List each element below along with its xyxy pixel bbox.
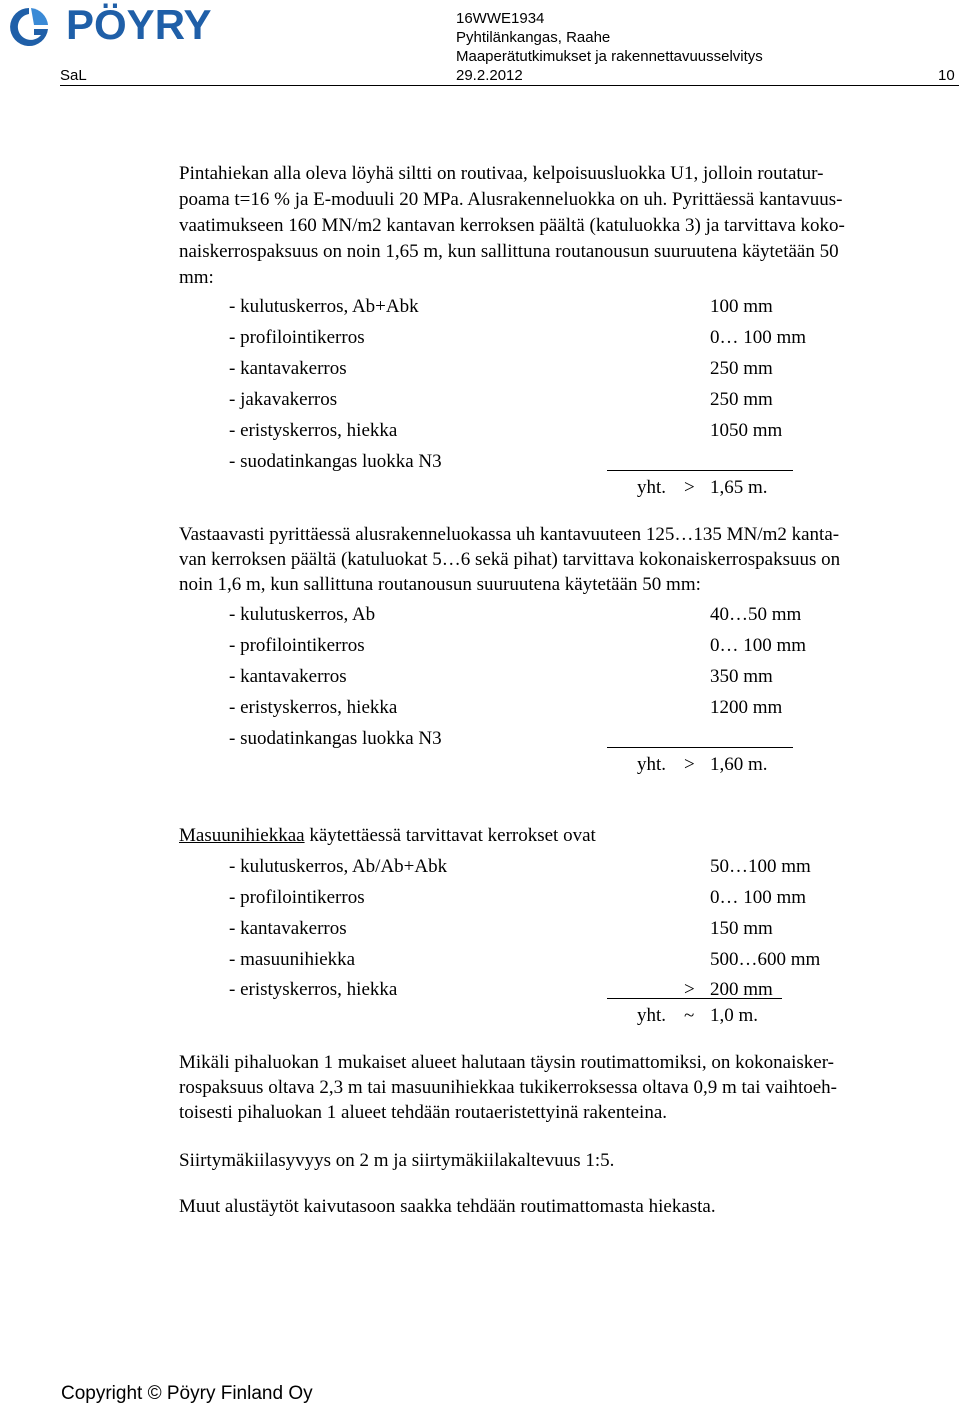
header-divider xyxy=(60,85,959,86)
layer-label: - jakavakerros xyxy=(229,389,338,410)
sum-rule xyxy=(607,747,793,748)
layer-value: 250 mm xyxy=(710,358,773,379)
layer-value: 1050 mm xyxy=(710,420,783,441)
para3-rest: käytettäessä tarvittavat kerrokset ovat xyxy=(304,825,596,846)
footer-copyright: Copyright © Pöyry Finland Oy xyxy=(61,1383,313,1404)
intro-line: naiskerrospaksuus on noin 1,65 m, kun sallittuna routanousun suuruutena käytetään 50 xyxy=(179,241,839,262)
layer-label: - kantavakerros xyxy=(229,918,347,939)
total-prefix: yht. xyxy=(637,754,667,775)
layer-value: 100 mm xyxy=(710,296,773,317)
sum-rule xyxy=(607,998,782,999)
total-operator: > xyxy=(684,477,695,498)
para4-line: Mikäli pihaluokan 1 mukaiset alueet halutaan täysin routimattomiksi, on kokonaisker- xyxy=(179,1052,834,1073)
layer-label: - kantavakerros xyxy=(229,358,347,379)
layer-label: - suodatinkangas luokka N3 xyxy=(229,728,442,749)
layer-value: 0… 100 mm xyxy=(710,635,807,656)
total-prefix: yht. xyxy=(637,1005,667,1026)
layer-label: - eristyskerros, hiekka xyxy=(229,979,398,1000)
layer-value: 250 mm xyxy=(710,389,773,410)
masuunihiekkaa-term: Masuunihiekkaa xyxy=(179,825,305,846)
layer-value: 500…600 mm xyxy=(710,949,821,970)
layer-label: - masuunihiekka xyxy=(229,949,356,970)
poyry-emblem-icon xyxy=(4,4,54,48)
layer-label: - profilointikerros xyxy=(229,327,365,348)
layer-value: 0… 100 mm xyxy=(710,887,807,908)
layer-label: - eristyskerros, hiekka xyxy=(229,420,398,441)
total-value: 1,60 m. xyxy=(710,754,768,775)
date: 29.2.2012 xyxy=(456,67,523,84)
page-number: 10 xyxy=(938,67,955,84)
layer-label: - profilointikerros xyxy=(229,887,365,908)
author: SaL xyxy=(60,67,87,84)
layer-value: 350 mm xyxy=(710,666,773,687)
para6: Muut alustäytöt kaivutasoon saakka tehdään routimattomasta hiekasta. xyxy=(179,1196,716,1217)
total-operator: ~ xyxy=(684,1005,695,1026)
intro-line: mm: xyxy=(179,267,214,288)
total-value: 1,0 m. xyxy=(710,1005,759,1026)
layer-label: - kantavakerros xyxy=(229,666,347,687)
logo-wordmark: PÖYRY xyxy=(66,1,212,48)
total-prefix: yht. xyxy=(637,477,667,498)
layer-label: - eristyskerros, hiekka xyxy=(229,697,398,718)
project-name: Pyhtilänkangas, Raahe xyxy=(456,29,611,46)
total-operator: > xyxy=(684,754,695,775)
para4-line: toisesti pihaluokan 1 alueet tehdään routaeristettyinä rakenteina. xyxy=(179,1102,668,1123)
layer-label: - profilointikerros xyxy=(229,635,365,656)
para3-heading xyxy=(179,824,596,847)
layer-value: 40…50 mm xyxy=(710,604,802,625)
para5: Siirtymäkiilasyvyys on 2 m ja siirtymäkiilakaltevuus 1:5. xyxy=(179,1150,615,1171)
layer-value: 1200 mm xyxy=(710,697,783,718)
layer-value: 150 mm xyxy=(710,918,773,939)
project-subtitle: Maaperätutkimukset ja rakennettavuusselvitys xyxy=(456,48,763,65)
layer-label: - kulutuskerros, Ab+Abk xyxy=(229,296,419,317)
layer-operator: > xyxy=(684,979,695,1000)
intro-line: Pintahiekan alla oleva löyhä siltti on routivaa, kelpoisuusluokka U1, jolloin routatur- xyxy=(179,163,824,184)
para4-line: rospaksuus oltava 2,3 m tai masuunihiekkaa tukikerroksessa oltava 0,9 m tai vaihtoeh- xyxy=(179,1077,837,1098)
layer-label: - kulutuskerros, Ab/Ab+Abk xyxy=(229,856,448,877)
sum-rule xyxy=(607,470,793,471)
project-code: 16WWE1934 xyxy=(456,10,545,27)
poyry-logo xyxy=(4,1,244,48)
intro-line: vaatimukseen 160 MN/m2 kantavan kerroksen päältä (katuluokka 3) ja tarvittava koko- xyxy=(179,215,845,236)
total-value: 1,65 m. xyxy=(710,477,768,498)
para2-line: Vastaavasti pyrittäessä alusrakenneluokassa uh kantavuuteen 125…135 MN/m2 kanta- xyxy=(179,524,840,545)
layer-value: 200 mm xyxy=(710,979,773,1000)
layer-label: - kulutuskerros, Ab xyxy=(229,604,376,625)
para2-line: noin 1,6 m, kun sallittuna routanousun suuruutena käytetään 50 mm: xyxy=(179,574,701,595)
intro-line: poama t=16 % ja E-moduuli 20 MPa. Alusrakenneluokka on uh. Pyrittäessä kantavuus- xyxy=(179,189,843,210)
layer-label: - suodatinkangas luokka N3 xyxy=(229,451,442,472)
para2-line: van kerroksen päältä (katuluokat 5…6 sekä pihat) tarvittava kokonaiskerrospaksuus on xyxy=(179,549,841,570)
layer-value: 0… 100 mm xyxy=(710,327,807,348)
layer-value: 50…100 mm xyxy=(710,856,811,877)
